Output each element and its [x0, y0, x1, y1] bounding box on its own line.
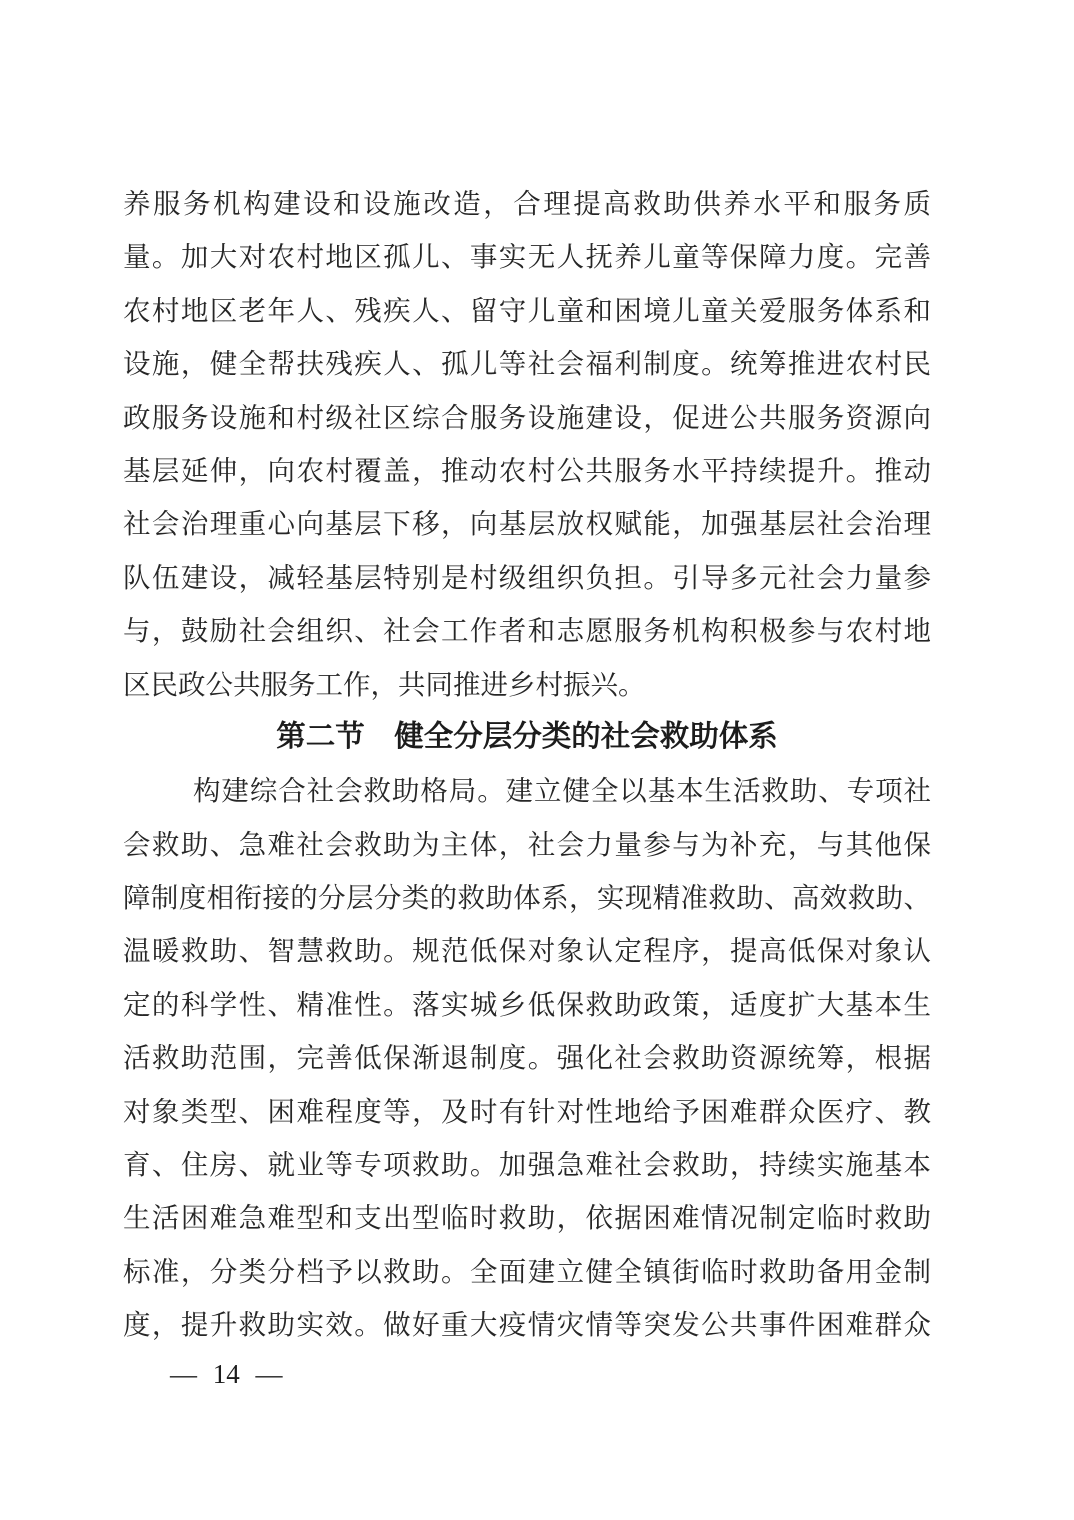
text-line: 障制度相衔接的分层分类的救助体系，实现精准救助、高效救助、 [123, 882, 931, 914]
text-line: 会救助、急难社会救助为主体，社会力量参与为补充，与其他保 [123, 828, 931, 860]
text-line: 活救助范围，完善低保渐退制度。强化社会救助资源统筹，根据 [123, 1042, 931, 1074]
text-line: 基层延伸，向农村覆盖，推动农村公共服务水平持续提升。推动 [123, 454, 931, 486]
text-line: 构建综合社会救助格局。建立健全以基本生活救助、专项社 [193, 775, 931, 807]
text-line: 度，提升救助实效。做好重大疫情灾情等突发公共事件困难群众 [123, 1309, 931, 1341]
page-number: — 14 — [170, 1359, 283, 1389]
section-heading: 第二节 健全分层分类的社会救助体系 [276, 720, 778, 753]
text-line: 标准，分类分档予以救助。全面建立健全镇街临时救助备用金制 [123, 1255, 931, 1287]
text-line: 与，鼓励社会组织、社会工作者和志愿服务机构积极参与农村地 [123, 615, 931, 647]
text-line: 设施，健全帮扶残疾人、孤儿等社会福利制度。统筹推进农村民 [123, 348, 931, 380]
text-line: 定的科学性、精准性。落实城乡低保救助政策，适度扩大基本生 [123, 988, 931, 1020]
text-line: 育、住房、就业等专项救助。加强急难社会救助，持续实施基本 [123, 1149, 931, 1181]
text-line: 社会治理重心向基层下移，向基层放权赋能，加强基层社会治理 [123, 508, 931, 540]
text-line: 对象类型、困难程度等，及时有针对性地给予困难群众医疗、教 [123, 1095, 931, 1127]
text-line: 区民政公共服务工作，共同推进乡村振兴。 [123, 668, 646, 700]
text-line: 队伍建设，减轻基层特别是村级组织负担。引导多元社会力量参 [123, 561, 931, 593]
text-line: 生活困难急难型和支出型临时救助，依据困难情况制定临时救助 [123, 1202, 931, 1234]
text-line: 政服务设施和村级社区综合服务设施建设，促进公共服务资源向 [123, 401, 931, 433]
body-text-block [123, 177, 931, 1352]
text-line: 养服务机构建设和设施改造，合理提高救助供养水平和服务质 [123, 188, 931, 219]
text-line: 量。加大对农村地区孤儿、事实无人抚养儿童等保障力度。完善 [123, 241, 931, 273]
text-line: 温暖救助、智慧救助。规范低保对象认定程序，提高低保对象认 [123, 935, 931, 967]
text-line: 农村地区老年人、残疾人、留守儿童和困境儿童关爱服务体系和 [123, 294, 931, 326]
